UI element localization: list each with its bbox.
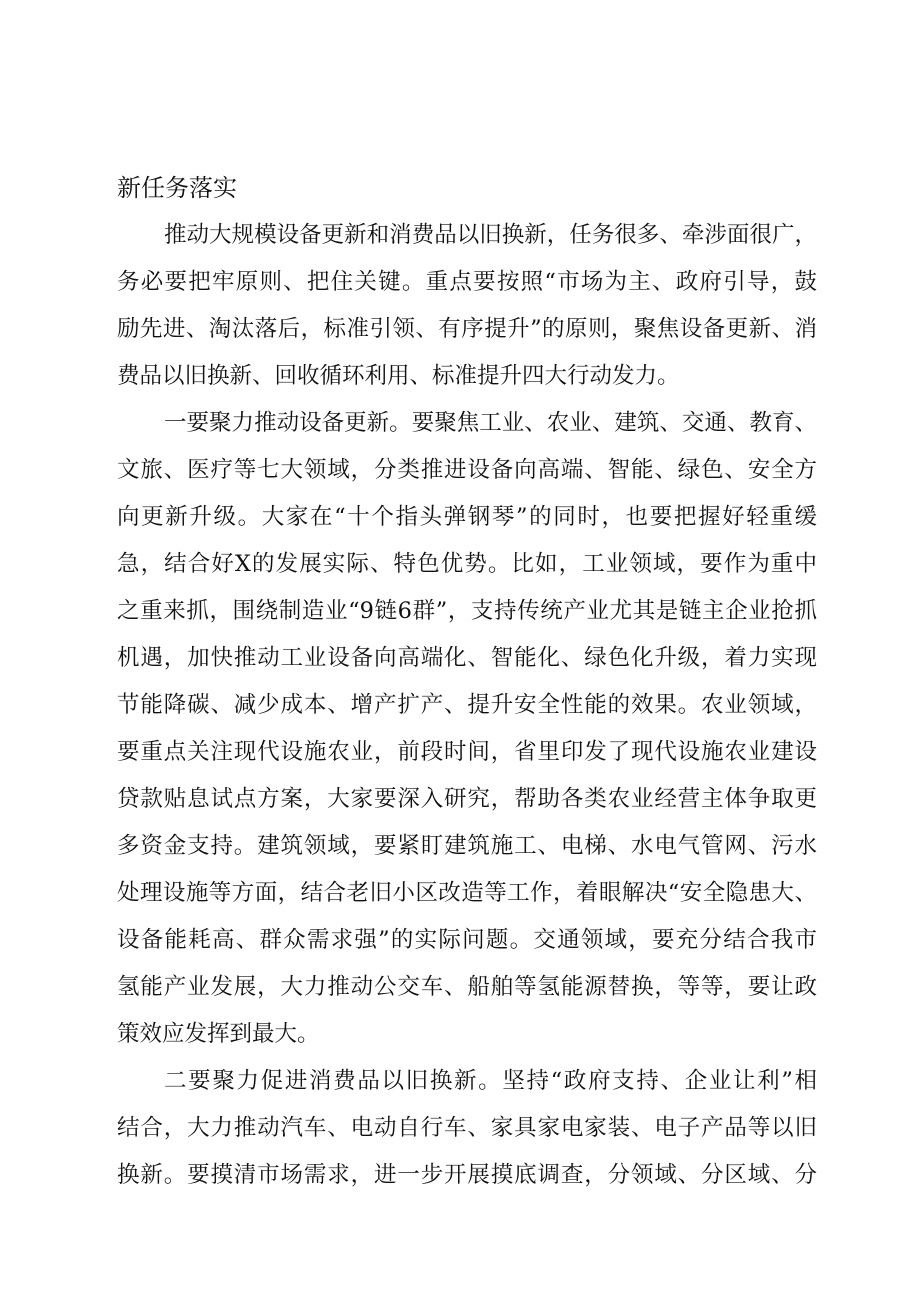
- paragraph-1-line-1: 推动大规模设备更新和消费品以旧换新，任务很多、牵涉面很广，: [164, 222, 817, 248]
- paragraph-2-line-3: 向更新升级。大家在“十个指头弹钢琴”的同时，也要把握好轻重缓: [117, 504, 817, 530]
- paragraph-3-line-3: 换新。要摸清市场需求，进一步开展摸底调查，分领域、分区域、分: [117, 1162, 817, 1188]
- paragraph-2-line-14: 策效应发挥到最大。: [117, 1021, 320, 1047]
- paragraph-2-line-10: 多资金支持。建筑领域，要紧盯建筑施工、电梯、水电气管网、污水: [117, 833, 817, 859]
- paragraph-1-line-3: 励先进、淘汰落后，标准引领、有序提升”的原则，聚焦设备更新、消: [117, 316, 817, 342]
- paragraph-1-line-4: 费品以旧换新、回收循环利用、标准提升四大行动发力。: [117, 363, 680, 389]
- paragraph-2-line-13: 氢能产业发展，大力推动公交车、船舶等氢能源替换，等等，要让政: [117, 974, 817, 1000]
- section-heading: 新任务落实: [117, 174, 237, 202]
- paragraph-2-line-2: 文旅、医疗等七大领域，分类推进设备向高端、智能、绿色、安全方: [117, 457, 817, 483]
- paragraph-2-line-6: 机遇，加快推动工业设备向高端化、智能化、绿色化升级，着力实现: [117, 645, 817, 671]
- paragraph-2-line-11: 处理设施等方面，结合老旧小区改造等工作，着眼解决“安全隐患大、: [117, 880, 817, 906]
- paragraph-2-line-12: 设备能耗高、群众需求强”的实际问题。交通领域，要充分结合我市: [117, 927, 817, 953]
- paragraph-2-line-1: 一要聚力推动设备更新。要聚焦工业、农业、建筑、交通、教育、: [164, 410, 817, 436]
- paragraph-3-line-1: 二要聚力促进消费品以旧换新。坚持“政府支持、企业让利”相: [164, 1068, 817, 1094]
- paragraph-2-line-5: 之重来抓，围绕制造业“9链6群”，支持传统产业尤其是链主企业抢抓: [117, 598, 817, 624]
- paragraph-2-line-7: 节能降碳、减少成本、增产扩产、提升安全性能的效果。农业领域，: [117, 692, 817, 718]
- paragraph-2-line-9: 贷款贴息试点方案，大家要深入研究，帮助各类农业经营主体争取更: [117, 786, 817, 812]
- paragraph-3-line-2: 结合，大力推动汽车、电动自行车、家具家电家装、电子产品等以旧: [117, 1115, 817, 1141]
- paragraph-1-line-2: 务必要把牢原则、把住关键。重点要按照“市场为主、政府引导，鼓: [117, 269, 817, 295]
- paragraph-2-line-4: 急，结合好X的发展实际、特色优势。比如，工业领域，要作为重中: [117, 551, 817, 577]
- paragraph-2-line-8: 要重点关注现代设施农业，前段时间，省里印发了现代设施农业建设: [117, 739, 817, 765]
